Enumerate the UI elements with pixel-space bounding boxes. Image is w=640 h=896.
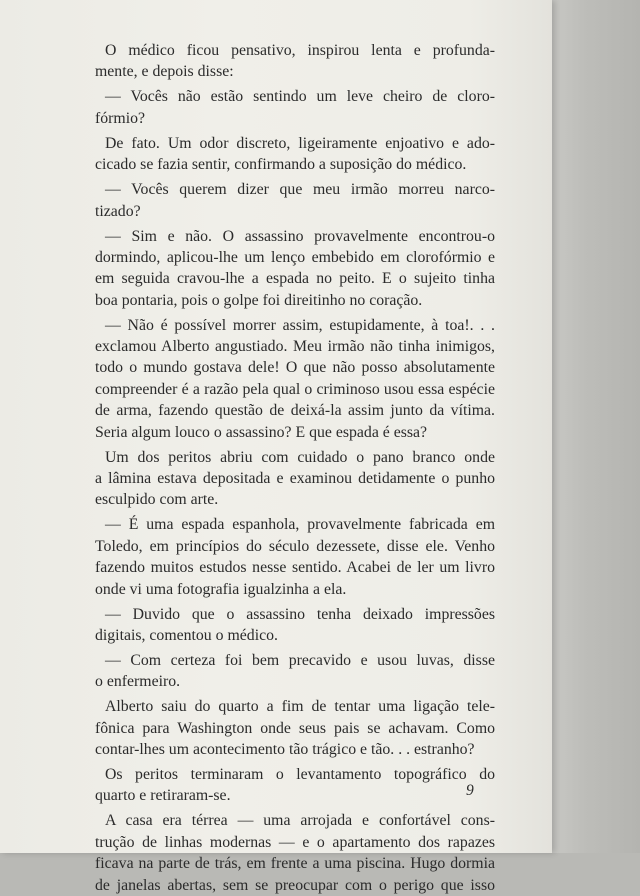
body-text — [95, 40, 495, 896]
text-line: — Vocês querem dizer que meu irmão morreu narco- — [105, 181, 495, 199]
text-line: Toledo, em princípios do século dezessete, disse ele. Venho — [95, 537, 495, 555]
paragraph — [95, 810, 495, 896]
text-line: cicado se fazia sentir, confirmando a suposição do médico. — [95, 156, 467, 174]
paragraph — [95, 315, 495, 443]
paragraph — [95, 133, 495, 176]
paragraph — [95, 764, 495, 807]
paragraph — [95, 40, 495, 83]
paragraph — [95, 514, 495, 600]
text-line: o enfermeiro. — [95, 673, 181, 691]
text-line: fazendo muitos estudos nesse sentido. Acabei de ler um livro — [95, 559, 495, 577]
page-number: 9 — [466, 782, 474, 799]
text-line: trução de linhas modernas — e o apartamento dos rapazes — [95, 833, 495, 851]
text-line: A casa era térrea — uma arrojada e confortável cons- — [105, 812, 495, 830]
text-line: esculpido com arte. — [95, 491, 219, 509]
text-line: Alberto saiu do quarto a fim de tentar uma ligação tele- — [105, 698, 495, 716]
text-line: quarto e retiraram-se. — [95, 787, 231, 805]
text-line: Um dos peritos abriu com cuidado o pano branco onde — [105, 448, 495, 466]
text-line: em seguida cravou-lhe a espada no peito. E o sujeito tinha — [95, 270, 495, 288]
text-line: — É uma espada espanhola, provavelmente fabricada em — [105, 516, 495, 534]
paragraph — [95, 179, 495, 222]
text-line: De fato. Um odor discreto, ligeiramente enjoativo e ado- — [105, 134, 495, 152]
text-line: de arma, fazendo questão de deixá-la assim junto da vítima. — [95, 402, 495, 420]
text-line: — Não é possível morrer assim, estupidamente, à toa!. . . — [105, 316, 495, 334]
text-line: O médico ficou pensativo, inspirou lenta e profunda- — [105, 42, 495, 59]
paragraph — [95, 86, 495, 129]
paragraph — [95, 447, 495, 511]
text-line: — Vocês não estão sentindo um leve cheiro de cloro- — [105, 88, 495, 106]
text-line: onde vi uma fotografia igualzinha a ela. — [95, 580, 347, 598]
text-line: contar-lhes um acontecimento tão trágico e tão. . . estranho? — [95, 741, 475, 759]
paragraph — [95, 226, 495, 312]
text-line: todo o mundo gostava dele! O que não posso absolutamente — [95, 359, 495, 377]
paragraph — [95, 604, 495, 647]
text-line: — Com certeza foi bem precavido e usou luvas, disse — [105, 651, 495, 669]
text-line: a lâmina estava depositada e examinou detidamente o punho — [95, 469, 495, 487]
text-line: Os peritos terminaram o levantamento topográfico do — [105, 766, 495, 784]
text-line: boa pontaria, pois o golpe foi direitinho no coração. — [95, 291, 423, 309]
text-line: mente, e depois disse: — [95, 63, 234, 81]
text-line: — Sim e não. O assassino provavelmente encontrou-o — [105, 227, 495, 245]
text-line: exclamou Alberto angustiado. Meu irmão não tinha inimigos, — [95, 338, 495, 356]
text-line: compreender é a razão pela qual o criminoso usou essa espécie — [95, 380, 495, 398]
text-line: fórmio? — [95, 109, 146, 127]
text-line: dormindo, aplicou-lhe um lenço embebido em clorofórmio e — [95, 248, 495, 266]
text-line: tizado? — [95, 202, 141, 220]
text-line: digitais, comentou o médico. — [95, 626, 278, 644]
paragraph — [95, 650, 495, 693]
text-line: ficava na parte de trás, em frente a uma piscina. Hugo dormia — [95, 855, 495, 873]
text-line: Seria algum louco o assassino? E que espada é essa? — [95, 423, 428, 441]
text-line: fônica para Washington onde seus pais se achavam. Como — [95, 719, 495, 737]
text-line: — Duvido que o assassino tenha deixado impressões — [105, 605, 495, 623]
paragraph — [95, 696, 495, 760]
background-surface — [548, 0, 640, 853]
text-line: de janelas abertas, sem se preocupar com o perigo que isso — [95, 876, 495, 894]
